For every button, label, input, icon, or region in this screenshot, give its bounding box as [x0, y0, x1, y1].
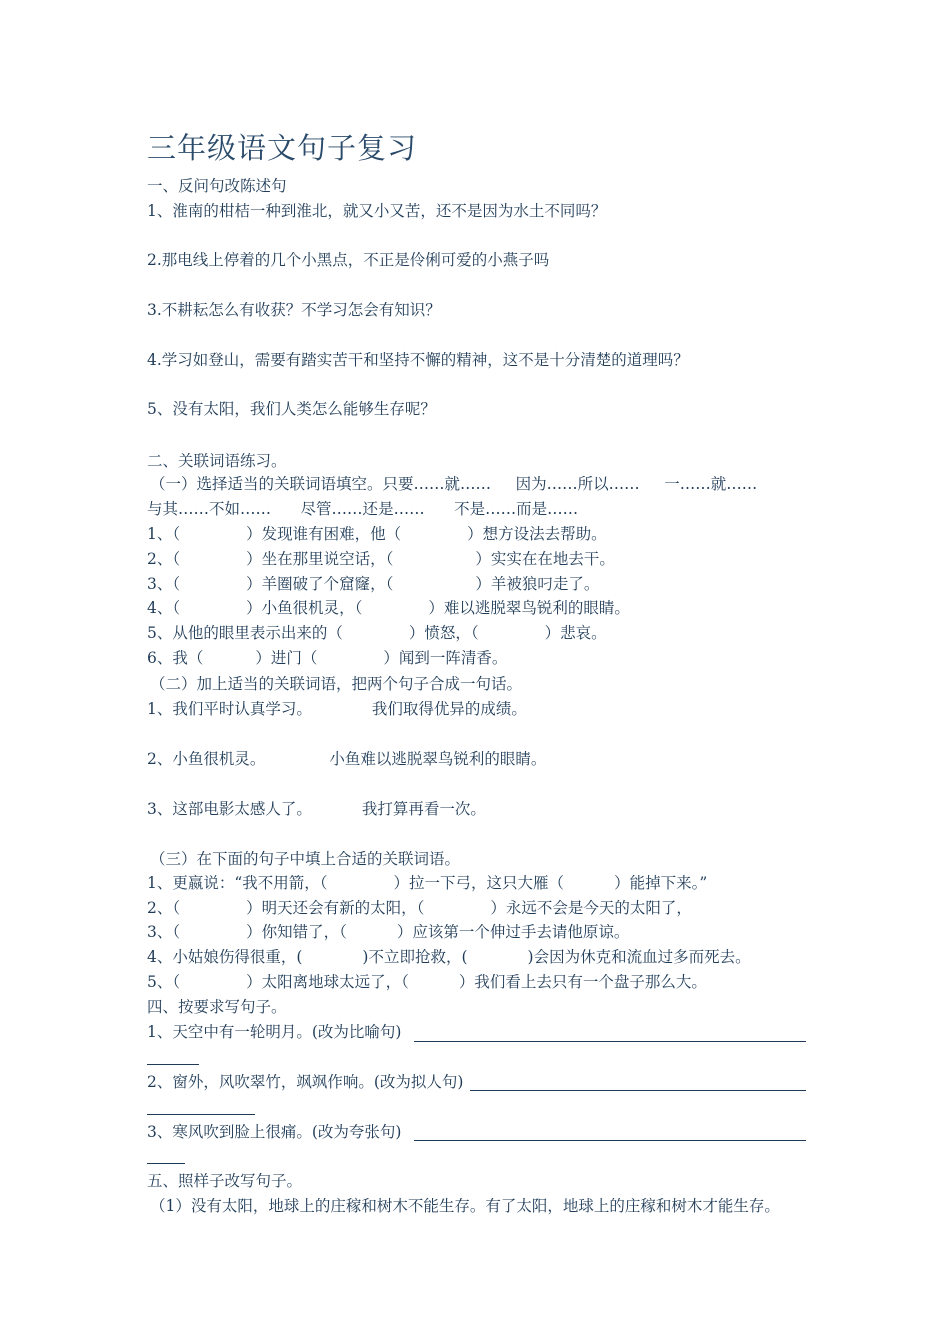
s2-p1-question-3: 3、（ ）羊圈破了个窟窿，（ ）羊被狼叼走了。 [147, 575, 600, 593]
s2-p2-question-3: 3、这部电影太感人了。 我打算再看一次。 [147, 800, 486, 818]
answer-line[interactable] [147, 1064, 199, 1065]
answer-line[interactable] [414, 1140, 806, 1141]
answer-line[interactable] [470, 1090, 806, 1091]
answer-blank[interactable] [401, 538, 467, 539]
s4-question-3: 3、寒风吹到脸上很痛。(改为夸张句) [147, 1123, 402, 1141]
answer-blank[interactable] [180, 936, 246, 937]
answer-blank[interactable] [317, 662, 383, 663]
answer-blank[interactable] [302, 961, 362, 962]
s2-p1-question-2: 2、（ ）坐在那里说空话，（ ）实实在在地去干。 [147, 550, 615, 568]
s2-p1-question-4: 4、（ ）小鱼很机灵，（ ）难以逃脱翠鸟锐利的眼睛。 [147, 599, 630, 617]
answer-line[interactable] [147, 1163, 185, 1164]
s2-p3-question-4: 4、小姑娘伤得很重，( )不立即抢救，( )会因为休克和流血过多而死去。 [147, 948, 751, 966]
s5-example-1: （1）没有太阳，地球上的庄稼和树木不能生存。有了太阳，地球上的庄稼和树木才能生存。 [150, 1197, 780, 1215]
answer-line[interactable] [414, 1041, 806, 1042]
s1-question-5: 5、没有太阳，我们人类怎么能够生存呢？ [147, 400, 436, 418]
answer-blank[interactable] [180, 563, 246, 564]
page-title: 三年级语文句子复习 [147, 131, 418, 165]
answer-blank[interactable] [343, 637, 409, 638]
answer-blank[interactable] [393, 563, 475, 564]
s2-p3-question-2: 2、（ ）明天还会有新的太阳，（ ）永远不会是今天的太阳了， [147, 899, 692, 917]
s2-p3-question-5: 5、（ ）太阳离地球太远了，（ ）我们看上去只有一个盘子那么大。 [147, 973, 707, 991]
answer-blank[interactable] [180, 538, 246, 539]
answer-blank[interactable] [180, 612, 246, 613]
answer-blank[interactable] [362, 612, 428, 613]
s2-p1-question-1: 1、（ ）发现谁有困难，他（ ）想方设法去帮助。 [147, 525, 607, 543]
answer-line[interactable] [147, 1114, 255, 1115]
answer-blank[interactable] [180, 588, 246, 589]
s2-part3-instruction: （三）在下面的句子中填上合适的关联词语。 [150, 850, 461, 868]
answer-blank[interactable] [424, 912, 490, 913]
answer-blank[interactable] [203, 662, 255, 663]
section-4-heading: 四、按要求写句子。 [147, 998, 287, 1016]
answer-blank[interactable] [328, 887, 394, 888]
s4-question-2: 2、窗外，风吹翠竹，飒飒作响。(改为拟人句) [147, 1073, 464, 1091]
s2-part1-word-options: 与其……不如…… 尽管……还是…… 不是……而是…… [147, 500, 579, 518]
answer-blank[interactable] [180, 912, 246, 913]
s1-question-3: 3.不耕耘怎么有收获？不学习怎会有知识？ [147, 301, 441, 319]
s2-p3-question-3: 3、（ ）你知错了，（ ）应该第一个伸过手去请他原谅。 [147, 923, 630, 941]
s1-question-2: 2.那电线上停着的几个小黑点，不正是伶俐可爱的小燕子吗 [147, 251, 550, 269]
answer-blank[interactable] [409, 986, 459, 987]
s2-p2-question-1: 1、我们平时认真学习。 我们取得优异的成绩。 [147, 700, 527, 718]
s2-p1-question-5: 5、从他的眼里表示出来的（ ）愤怒，（ ）悲哀。 [147, 624, 607, 642]
answer-blank[interactable] [180, 986, 246, 987]
s2-part1-instruction: （一）选择适当的关联词语填空。只要……就…… 因为……所以…… 一……就…… [150, 475, 758, 493]
answer-blank[interactable] [468, 961, 528, 962]
s2-part2-instruction: （二）加上适当的关联词语，把两个句子合成一句话。 [150, 675, 523, 693]
s1-question-1: 1、淮南的柑桔一种到淮北，就又小又苦，还不是因为水土不同吗？ [147, 202, 607, 220]
s2-p1-question-6: 6、我（ ）进门（ ）闻到一阵清香。 [147, 649, 508, 667]
section-5-heading: 五、照样子改写句子。 [147, 1172, 303, 1190]
answer-blank[interactable] [564, 887, 614, 888]
section-1-heading: 一、反问句改陈述句 [147, 177, 287, 195]
s2-p2-question-2: 2、小鱼很机灵。 小鱼难以逃脱翠鸟锐利的眼睛。 [147, 750, 547, 768]
s4-question-1: 1、天空中有一轮明月。(改为比喻句) [147, 1023, 402, 1041]
s2-p3-question-1: 1、更嬴说：“我不用箭，（ ）拉一下弓，这只大雁（ ）能掉下来。” [147, 874, 708, 892]
answer-blank[interactable] [393, 588, 475, 589]
s1-question-4: 4.学习如登山，需要有踏实苦干和坚持不懈的精神，这不是十分清楚的道理吗？ [147, 351, 689, 369]
answer-blank[interactable] [479, 637, 545, 638]
answer-blank[interactable] [347, 936, 397, 937]
section-2-heading: 二、关联词语练习。 [147, 452, 287, 470]
